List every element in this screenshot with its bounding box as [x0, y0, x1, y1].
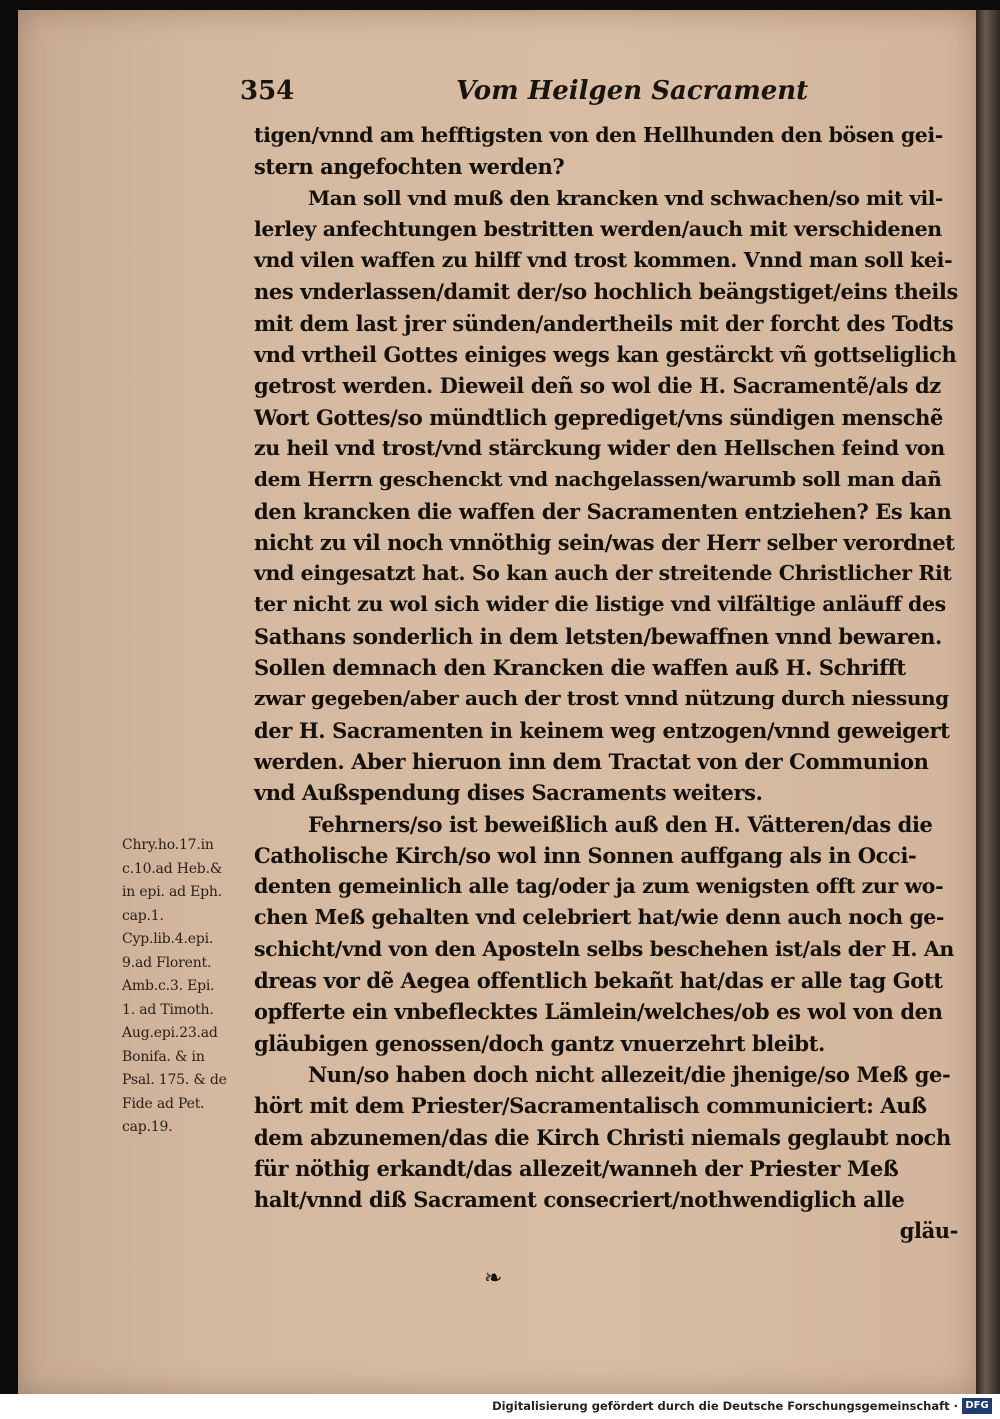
margin-note-line: Chry.ho.17.in — [122, 837, 214, 853]
margin-note-line: Aug.epi.23.ad — [122, 1025, 218, 1041]
text-line: zu heil vnd trost/vnd stärckung wider den Hellschen feind von — [254, 435, 945, 460]
margin-note-line: Psal. 175. & de — [122, 1072, 227, 1088]
text-line: der H. Sacramenten in keinem weg entzogen/vnnd geweigert — [254, 717, 950, 743]
footer-bar — [0, 1394, 1000, 1419]
text-line: chen Meß gehalten vnd celebriert hat/wie denn auch noch ge- — [254, 905, 945, 930]
margin-note-line: in epi. ad Eph. — [122, 884, 222, 900]
text-line: vnd Außspendung dises Sacraments weiters. — [254, 780, 763, 806]
text-line: getrost werden. Dieweil deñ so wol die H. Sacramentẽ/als dz — [254, 373, 941, 399]
text-line: vnd vilen waffen zu hilff vnd trost kommen. Vnnd man soll kei- — [254, 248, 953, 273]
text-line: zwar gegeben/aber auch der trost vnnd nützung durch niessung — [254, 686, 949, 711]
running-title: Vom Heilgen Sacrament — [456, 76, 809, 106]
text-line: halt/vnnd diß Sacrament consecriert/nothwendiglich alle — [254, 1187, 905, 1213]
margin-note-line: Fide ad Pet. — [122, 1095, 205, 1112]
body-text — [254, 120, 958, 1247]
footer-credit: Digitalisierung gefördert durch die Deutsche Forschungsgemeinschaft · — [492, 1399, 958, 1413]
text-line: schicht/vnd von den Aposteln selbs beschehen ist/als der H. An — [254, 936, 954, 961]
text-line: Sathans sonderlich in dem letsten/bewaffnen vnnd bewaren. — [254, 623, 942, 649]
text-line: denten gemeinlich alle tag/oder ja zum wenigsten offt zur wo- — [254, 874, 944, 899]
dfg-logo-icon: DFG — [962, 1398, 992, 1414]
text-line: vnd vrtheil Gottes einiges wegs kan gestärckt vñ gottseliglich — [254, 342, 957, 368]
catchword: gläu- — [899, 1218, 958, 1244]
text-line: gläubigen genossen/doch gantz vnuerzehrt bleibt. — [254, 1030, 825, 1056]
text-line: den krancken die waffen der Sacramenten entziehen? Es kan — [254, 498, 952, 524]
margin-note-line: Amb.c.3. Epi. — [122, 978, 215, 994]
text-line: dem abzunemen/das die Kirch Christi niemals geglaubt noch — [254, 1124, 951, 1150]
text-line: Fehrners/so ist beweißlich auß den H. Vätteren/das die — [308, 811, 933, 837]
text-line: vnd eingesatzt hat. So kan auch der streitende Christlicher Rit — [254, 561, 952, 586]
margin-notes — [122, 834, 254, 1140]
page-edge — [976, 10, 1000, 1394]
text-line: mit dem last jrer sünden/andertheils mit der forcht des Todts — [254, 310, 954, 336]
text-line: nes vnderlassen/damit der/so hochlich beängstiget/eins theils — [254, 279, 958, 305]
margin-note-line: cap.1. — [122, 907, 164, 924]
margin-note-line: cap.19. — [122, 1119, 173, 1135]
text-line: werden. Aber hieruon inn dem Tractat von der Communion — [254, 748, 929, 774]
text-line: Man soll vnd muß den krancken vnd schwachen/so mit vil- — [308, 185, 943, 210]
text-line: stern angefochten werden? — [254, 154, 565, 180]
text-line: für nöthig erkandt/das allezeit/wanneh der Priester Meß — [254, 1155, 899, 1181]
text-line: Wort Gottes/so mündtlich geprediget/vns sündigen menschẽ — [254, 404, 943, 430]
text-line: Sollen demnach den Krancken die waffen auß H. Schrifft — [254, 655, 906, 681]
margin-note-line: 1. ad Timoth. — [122, 1001, 214, 1018]
text-line: lerley anfechtungen bestritten werden/auch mit verschidenen — [254, 216, 942, 241]
text-line: Nun/so haben doch nicht allezeit/die jhenige/so Meß ge- — [308, 1061, 951, 1087]
ornament-icon: ❧ — [484, 1266, 503, 1291]
text-line: hört mit dem Priester/Sacramentalisch communiciert: Auß — [254, 1093, 927, 1119]
page-number: 354 — [240, 76, 295, 106]
margin-note-line: Bonifa. & in — [122, 1048, 205, 1065]
text-line: nicht zu vil noch vnnöthig sein/was der Herr selber verordnet — [254, 529, 955, 555]
page-header — [240, 68, 960, 118]
margin-note-line: c.10.ad Heb.& — [122, 860, 223, 877]
text-line: dreas vor dẽ Aegea offentlich bekañt hat/das er alle tag Gott — [254, 968, 943, 994]
text-line: tigen/vnnd am hefftigsten von den Hellhunden den bösen gei- — [254, 123, 943, 147]
text-line: Catholische Kirch/so wol inn Sonnen auffgang als in Occi- — [254, 842, 917, 868]
text-line: opfferte ein vnbeflecktes Lämlein/welches/ob es wol von den — [254, 999, 943, 1025]
margin-note-line: 9.ad Florent. — [122, 954, 212, 971]
text-line: dem Herrn geschenckt vnd nachgelassen/warumb soll man dañ — [254, 467, 942, 492]
margin-note-line: Cyp.lib.4.epi. — [122, 931, 214, 947]
text-line: ter nicht zu wol sich wider die listige vnd vilfältige anläuff des — [254, 592, 946, 617]
